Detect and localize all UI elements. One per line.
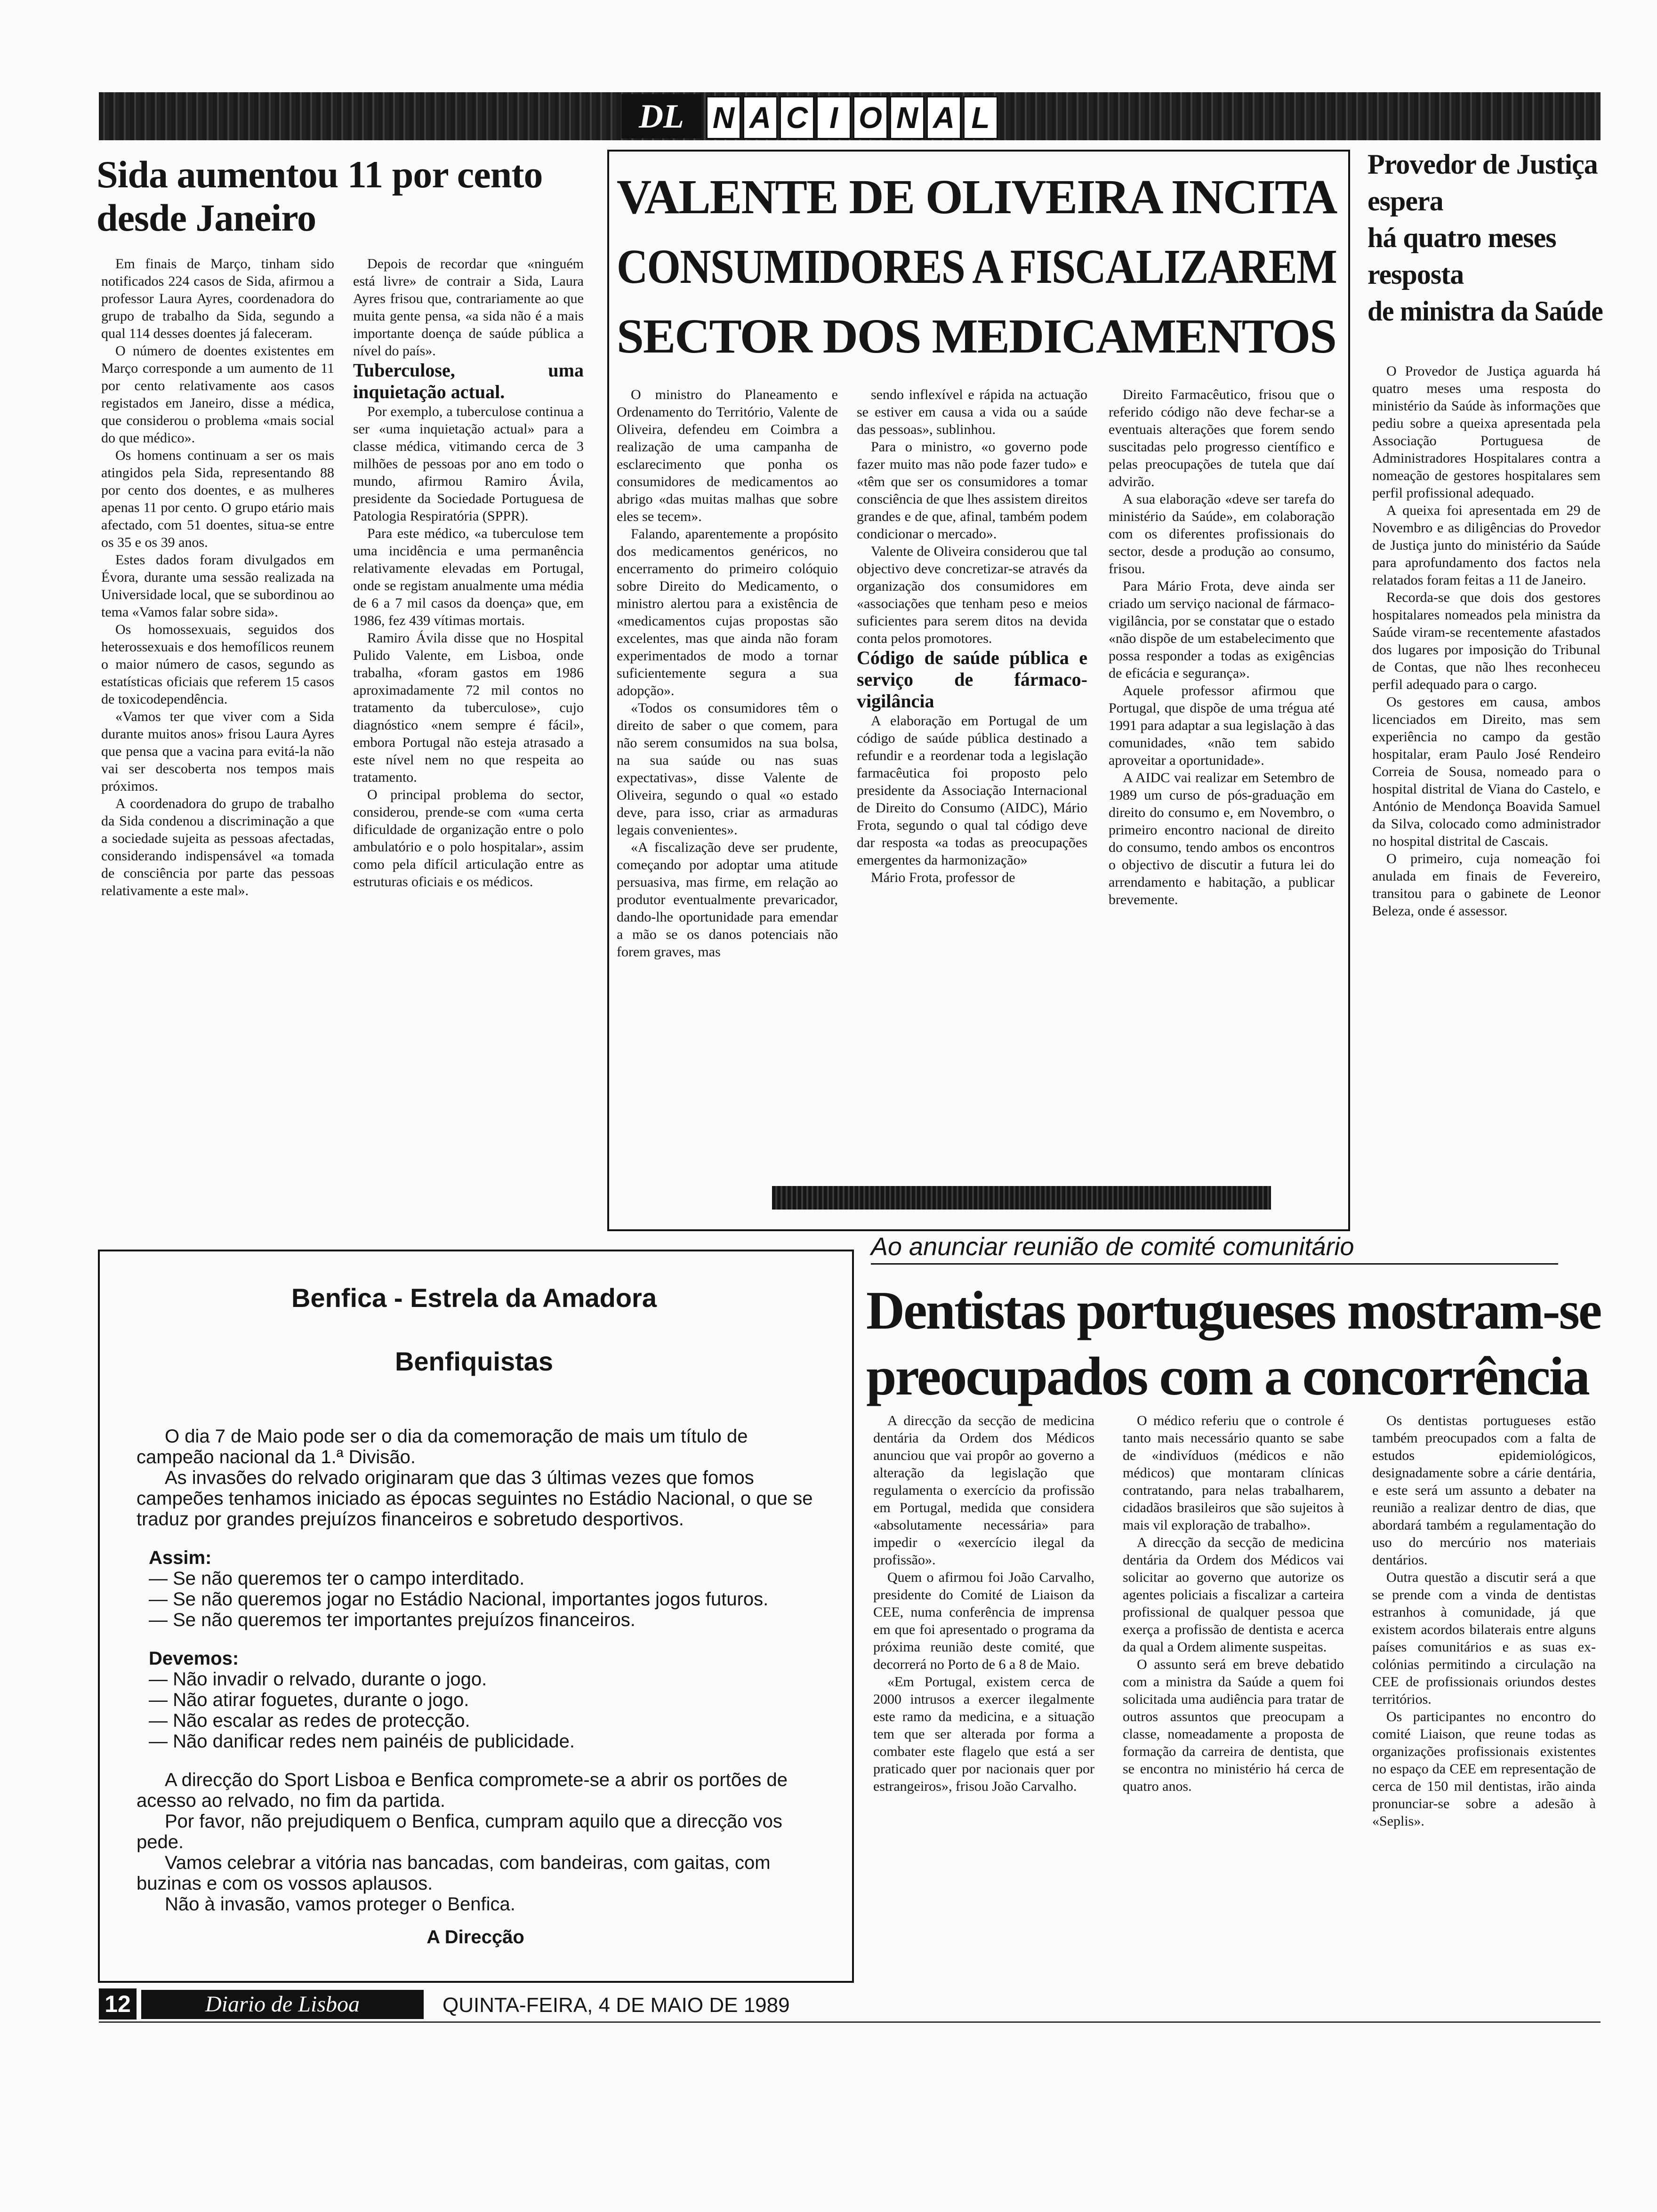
provedor-title-line-2: espera [1367,185,1443,216]
provedor-title-line-3: há quatro meses [1367,222,1556,253]
benfica-signature: A Direcção [426,1927,524,1948]
sida-subhead: Tuberculose, uma inquietação actual. [353,360,584,402]
paragraph: «Todos os consumidores têm o direito de saber o que comem, para não serem consumidos na sua bolsa, na sua saúde ou nas suas expectativas», disse Valente de Oliveira, segundo o qual «o estado deve, para isso, criar as armaduras legais convenientes». [617,700,838,838]
paragraph: Em finais de Março, tinham sido notificados 224 casos de Sida, afirmou a professor Laura Ayres, coordenadora do grupo de trabalho da Sida, segundo a qual 114 desses doentes já faleceram. [101,256,334,341]
benfica-assim-label: Assim: [149,1547,212,1568]
list-item: — Se não queremos ter importantes prejuízos financeiros. [149,1610,635,1630]
paragraph: «Em Portugal, existem cerca de 2000 intrusos a exercer ilegalmente este ramo da medicina, e a situação tem que ser alterada por forma a combater este flagelo que está a ser praticado quer por nacionais quer por estrangeiros», frisou João Carvalho. [873,1674,1094,1794]
sida-title-line-1: Sida aumentou 11 por cento [97,153,543,196]
paragraph: A direcção da secção de medicina dentária da Ordem dos Médicos vai solicitar ao governo que autorize os agentes policiais a fiscalizar a carteira profissional de qualquer pessoa que exerça a profissão de dentista e acerca da qual a Ordem alimente suspeitas. [1123,1535,1344,1655]
valente-title-line-3: SECTOR DOS MEDICAMENTOS [617,309,1336,363]
provedor-title-line-5: de ministra da Saúde [1367,296,1603,327]
paragraph: Recorda-se que dois dos gestores hospitalares nomeados pela ministra da Saúde viram-se recentemente afastados dos lugares por imposição do Tribunal de Contas, que não lhes reconheceu perfil adequado para o cargo. [1372,590,1601,692]
paragraph: Os participantes no encontro do comité Liaison, que reune todas as organizações profissionais existentes no espaço da CEE em representação de cerca de 150 mil dentistas, irão ainda pronunciar-se sobre a adesão à «Seplis». [1372,1709,1596,1829]
paragraph: Os homens continuam a ser os mais atingidos pela Sida, representando 88 por cento dos doentes, e as mulheres apenas 11 por cento. O grupo etário mais afectado, com 51 doentes, situa-se entre os 35 e os 39 anos. [101,448,334,550]
paragraph: O principal problema do sector, considerou, prende-se com «uma certa dificuldade de organização entre o polo ambulatório e o polo hospitalar», assim como pela difícil articulação entre as estruturas oficiais e os médicos. [353,787,584,890]
paragraph: A sua elaboração «deve ser tarefa do ministério da Saúde», em colaboração com os diferentes profissionais do sector, desde a produção ao consumo, frisou. [1109,491,1335,577]
newspaper-logo: DL [621,94,701,138]
provedor-title-line-1: Provedor de Justiça [1367,149,1598,180]
section-letter: A [743,96,778,139]
benfica-subtitle: Benfiquistas [394,1346,554,1376]
list-item: — Não escalar as redes de protecção. [149,1710,470,1731]
paragraph: Para o ministro, «o governo pode fazer muito mas não pode fazer tudo» e «têm que ser os consumidores a tomar consciência de que lhes assistem direitos grandes e de que, afinal, também podem condicionar o mercado». [857,439,1087,542]
dentistas-title-line-2: preocupados com a concorrência [866,1346,1589,1407]
paragraph: A coordenadora do grupo de trabalho da Sida condenou a discriminação a que a sociedade sujeita as pessoas afectadas, considerando indispensável «a tomada de consciência por parte das pessoas relativamente a este mal». [101,796,334,898]
valente-column-2 [857,386,1087,1181]
valente-title-line-2: CONSUMIDORES A FISCALIZAREM [617,240,1337,294]
benfica-title: Benfica - Estrela da Amadora [291,1283,657,1313]
valente-title-line-1: VALENTE DE OLIVEIRA INCITA [617,170,1337,224]
sida-column-1 [101,255,334,1248]
paragraph: Valente de Oliveira considerou que tal objectivo deve concretizar-se através da organização dos consumidores em «associações que tenham peso e meios suficientes para serem ditos na devida conta pelos promotores. [857,544,1087,646]
benfica-body [137,1426,814,1948]
paragraph: Os gestores em causa, ambos licenciados em Direito, mas sem experiência no campo da gestão hospitalar, eram Paulo José Rendeiro Correia de Sousa, nomeado para o hospital distrital de Viana do Castelo, e António de Mendonça Boavida Samuel da Silva, colocado como administrador no hospital distrital de Cascais. [1372,694,1601,849]
footer-rule [99,2021,1601,2023]
paragraph: O Provedor de Justiça aguarda há quatro meses uma resposta do ministério da Saúde às informações que pediu sobre a queixa apresentada pela Associação Portuguesa de Administradores Hospitalares contra a nomeação de gestores hospitalares sem perfil profissional adequado. [1372,363,1601,501]
dentistas-kicker: Ao anunciar reunião de comité comunitário [871,1232,1558,1265]
provedor-column [1372,362,1601,1228]
provedor-headline [1367,146,1603,329]
paragraph: Para este médico, «a tuberculose tem uma incidência e uma permanência relativamente elevadas em Portugal, onde se registam anualmente uma média de 6 a 7 mil casos da doença» que, em 1986, fez 439 vítimas mortais. [353,526,584,628]
valente-column-1 [617,386,838,1181]
dentistas-column-3 [1372,1412,1596,1984]
issue-date: QUINTA-FEIRA, 4 DE MAIO DE 1989 [442,1994,790,2017]
section-letter: N [706,96,741,139]
section-name-nacional [706,96,998,137]
paragraph: O primeiro, cuja nomeação foi anulada em finais de Fevereiro, transitou para o gabinete de Leonor Beleza, onde é assessor. [1372,851,1601,919]
sida-column-2 [353,255,584,1248]
benfica-devemos-label: Devemos: [149,1648,239,1669]
dentistas-column-1 [873,1412,1094,1984]
list-item: — Não atirar foguetes, durante o jogo. [149,1690,469,1710]
closing-ornament-bar [772,1186,1271,1210]
paragraph: O ministro do Planeamento e Ordenamento do Território, Valente de Oliveira, defendeu em Coimbra a realização de uma campanha de esclarecimento que ponha os consumidores de medicamentos ao abrigo «das muitas malhas que sobre eles se tecem». [617,387,838,524]
list-item: — Não invadir o relvado, durante o jogo. [149,1669,487,1690]
valente-headline [617,162,1337,371]
page-number: 12 [99,1988,137,2020]
benfica-closing: Não à invasão, vamos proteger o Benfica. [165,1894,515,1915]
section-letter: I [816,96,851,139]
valente-column-3 [1109,386,1335,1181]
paragraph: O médico referiu que o controle é tanto mais necessário quanto se sabe de «indivíduos (médicos e não médicos) que montaram clínicas contratando, para nelas trabalharem, cidadãos brasileiros que são sujeitos à mais vil exploração de trabalho». [1123,1413,1344,1533]
paragraph: A direcção da secção de medicina dentária da Ordem dos Médicos anunciou que vai propôr ao governo a alteração da legislação que regulamenta o exercício da profissão em Portugal, medida que considera «absolutamente necessária» para impedir o «exercício ilegal da profissão». [873,1413,1094,1568]
list-item: — Não danificar redes nem painéis de publicidade. [149,1731,575,1752]
benfica-closing: Vamos celebrar a vitória nas bancadas, com bandeiras, com gaitas, com buzinas e com os vossos aplausos. [137,1852,771,1894]
dentistas-title-line-1: Dentistas portugueses mostram-se [866,1281,1601,1341]
valente-subhead: Código de saúde pública e serviço de fármaco-vigilância [857,647,1087,712]
dentistas-column-2 [1123,1412,1344,1984]
masthead-logo: Diario de Lisboa [141,1990,424,2019]
section-letter: N [890,96,925,139]
paragraph: «A fiscalização deve ser prudente, começando por adoptar uma atitude persuasiva, mas firme, em relação ao produtor eventualmente prevaricador, dando-lhe oportunidade para emendar a mão se os danos potenciais não forem graves, mas [617,840,838,960]
paragraph: Para Mário Frota, deve ainda ser criado um serviço nacional de fármaco-vigilância, por se constatar que o estado «não dispõe de um estabelecimento que possa responder a todas as exigências de eficácia e segurança». [1109,578,1335,681]
section-letter: C [780,96,814,139]
paragraph: O número de doentes existentes em Março corresponde a um aumento de 11 por cento relativamente aos casos registados em Janeiro, disse a médica, que considerou o problema «mais social do que médico». [101,343,334,446]
paragraph: Mário Frota, professor de [871,870,1015,885]
paragraph: Quem o afirmou foi João Carvalho, presidente do Comité de Liaison da CEE, numa conferência de imprensa em que foi apresentado o programa da próxima reunião deste comité, que decorrerá no Porto de 6 a 8 de Maio. [873,1570,1094,1672]
paragraph: Os homossexuais, seguidos dos heterossexuais e dos hemofílicos reunem o maior número de casos, segundo as estatísticas oficiais que referem 15 casos de toxicodependência. [101,622,334,707]
paragraph: Direito Farmacêutico, frisou que o referido código não deve fechar-se a eventuais alterações que forem sendo suscitadas pelo progresso científico e pelas preocupações de tutela que daí advirão. [1109,387,1335,489]
paragraph: O assunto será em breve debatido com a ministra da Saúde a quem foi solicitada uma audiência para tratar de outros assuntos que preocupam a classe, nomeadamente a proposta de formação da carreira de dentista, que se encontra no ministério há cerca de quatro anos. [1123,1657,1344,1794]
paragraph: «Vamos ter que viver com a Sida durante muitos anos» frisou Laura Ayres que pensa que a vacina para evitá-la não vai ser descoberta nos tempos mais próximos. [101,709,334,794]
paragraph: sendo inflexível e rápida na actuação se estiver em causa a vida ou a saúde das pessoas», sublinhou. [857,387,1087,437]
paragraph: Aquele professor afirmou que Portugal, que dispõe de uma trégua até 1991 para adaptar a sua legislação à das comunidades, «não tem sabido aproveitar a oportunidade». [1109,683,1335,768]
sida-title-line-2: desde Janeiro [97,196,316,239]
paragraph: Ramiro Ávila disse que no Hospital Pulido Valente, em Lisboa, onde trabalha, «foram gastos em 1986 aproximadamente 72 mil contos no tratamento da tuberculose», cujo diagnóstico «nem sempre é fácil», embora Portugal não esteja atrasado a este nível nem no que respeita ao tratamento. [353,630,584,785]
paragraph: Estes dados foram divulgados em Évora, durante uma sessão realizada na Universidade local, que se subordinou ao tema «Vamos falar sobre sida». [101,552,334,620]
paragraph: Os dentistas portugueses estão também preocupados com a falta de estudos epidemiológicos, designadamente sobre a cárie dentária, e este será um assunto a debater na reunião a realizar dentro de dias, que abordará também a regulamentação do uso do mercúrio nos materiais dentários. [1372,1413,1596,1568]
benfica-intro-2: As invasões do relvado originaram que das 3 últimas vezes que fomos campeões tenhamos iniciado as épocas seguintes no Estádio Nacional, o que se traduz por grandes prejuízos financeiros e sobretudo desportivos. [137,1467,813,1530]
paragraph: A elaboração em Portugal de um código de saúde pública destinado a refundir e a reordenar toda a legislação farmacêutica foi proposto pelo presidente da Associação Internacional de Direito do Consumo (AIDC), Mário Frota, segundo o qual tal código deve dar resposta «a todas as preocupações emergentes da harmonização» [857,713,1087,868]
sida-headline [97,153,595,240]
paragraph: Falando, aparentemente a propósito dos medicamentos genéricos, no encerramento do primeiro colóquio sobre Direito do Medicamento, o ministro alertou para a existência de «medicamentos cujas propostas são excelentes, mas que ainda não foram experimentados de modo a tornar suficientemente segura a sua adopção». [617,526,838,698]
section-letter: L [963,96,998,139]
list-item: — Se não queremos ter o campo interditado. [149,1568,525,1589]
benfica-intro-1: O dia 7 de Maio pode ser o dia da comemoração de mais um título de campeão nacional da 1.ª Divisão. [137,1426,748,1467]
section-letter: A [926,96,961,139]
paragraph: Depois de recordar que «ninguém está livre» de contrair a Sida, Laura Ayres frisou que, contrariamente ao que muita gente pensa, «a sida não é a mais importante doença de saúde pública a nível do país». [353,256,584,359]
benfica-closing: Por favor, não prejudiquem o Benfica, cumpram aquilo que a direcção vos pede. [137,1811,782,1852]
benfica-closing: A direcção do Sport Lisboa e Benfica compromete-se a abrir os portões de acesso ao relvado, no fim da partida. [137,1770,788,1811]
provedor-title-line-4: resposta [1367,259,1464,290]
section-letter: O [853,96,888,139]
paragraph: A queixa foi apresentada em 29 de Novembro e as diligências do Provedor de Justiça junto do ministério da Saúde para aprofundamento dos factos nela relatados foram feitas a 11 de Janeiro. [1372,503,1601,588]
dentistas-headline [866,1278,1601,1410]
paragraph: A AIDC vai realizar em Setembro de 1989 um curso de pós-graduação em direito do consumo e, em Novembro, o primeiro encontro nacional de direito do consumo, tendo ambos os encontros o objectivo de discutir a futura lei do arrendamento e habitação, a publicar brevemente. [1109,770,1335,907]
list-item: — Se não queremos jogar no Estádio Nacional, importantes jogos futuros. [149,1589,769,1610]
paragraph: Outra questão a discutir será a que se prende com a vinda de dentistas estranhos à comunidade, já que existem acordos bilaterais entre alguns países comunitários e as suas ex-colónias permitindo a circulação na CEE de profissionais oriundos destes territórios. [1372,1570,1596,1707]
paragraph: Por exemplo, a tuberculose continua a ser «uma inquietação actual» para a classe médica, vitimando cerca de 3 milhões de pessoas por ano em todo o mundo, afirmou Ramiro Ávila, presidente da Sociedade Portuguesa de Patologia Respiratória (SPPR). [353,404,584,524]
